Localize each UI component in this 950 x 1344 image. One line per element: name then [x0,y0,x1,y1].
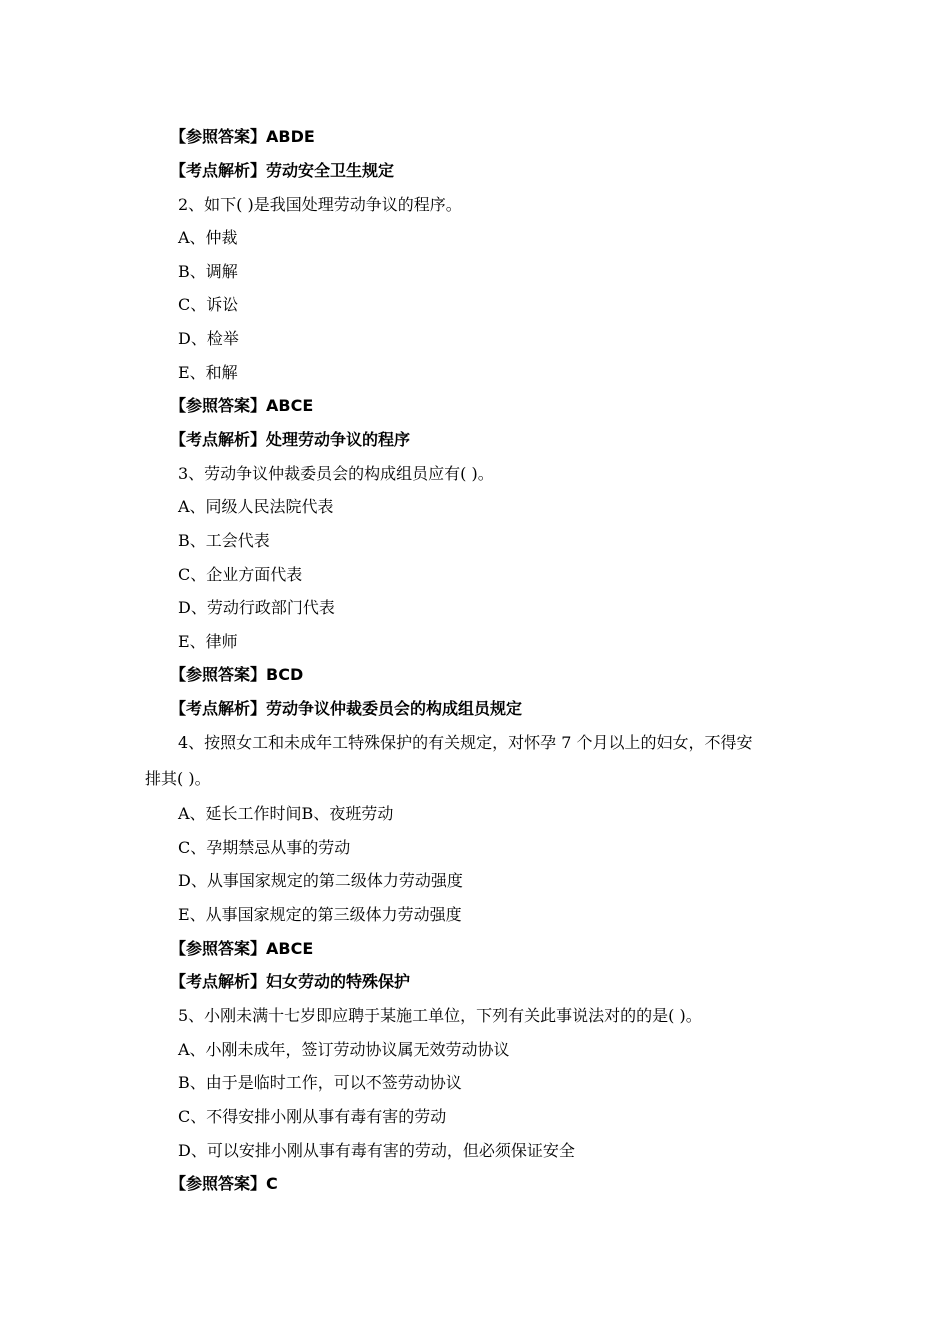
analysis-line: 【考点解析】妇女劳动的特殊保护 [170,972,411,991]
question-4-continued: 排其( )。 [145,769,211,788]
option-line: A、同级人民法院代表 [178,497,334,516]
answer-line: 【参照答案】BCD [170,665,304,684]
option-line: B、调解 [178,262,238,281]
option-line: C、诉讼 [178,295,239,314]
answer-line: 【参照答案】ABDE [170,127,315,146]
question-5: 5、小刚未满十七岁即应聘于某施工单位，下列有关此事说法对的的是( )。 [178,1006,702,1025]
option-line: D、劳动行政部门代表 [178,598,335,617]
option-line: D、从事国家规定的第二级体力劳动强度 [178,871,463,890]
question-4: 4、按照女工和未成年工特殊保护的有关规定，对怀孕 7 个月以上的妇女，不得安 [178,733,753,752]
option-line: A、延长工作时间B、夜班劳动 [178,804,394,823]
question-3: 3、劳动争议仲裁委员会的构成组员应有( )。 [178,464,494,483]
answer-line: 【参照答案】C [170,1174,278,1193]
option-line: B、由于是临时工作，可以不签劳动协议 [178,1073,462,1092]
option-line: B、工会代表 [178,531,270,550]
option-line: C、孕期禁忌从事的劳动 [178,838,351,857]
option-line: D、可以安排小刚从事有毒有害的劳动，但必须保证安全 [178,1141,575,1160]
option-line: C、不得安排小刚从事有毒有害的劳动 [178,1107,447,1126]
analysis-line: 【考点解析】劳动安全卫生规定 [170,161,395,180]
option-line: A、小刚未成年，签订劳动协议属无效劳动协议 [178,1040,510,1059]
answer-line: 【参照答案】ABCE [170,396,314,415]
option-line: C、企业方面代表 [178,565,303,584]
question-2: 2、如下( )是我国处理劳动争议的程序。 [178,195,462,214]
option-line: A、仲裁 [178,228,238,247]
option-line: D、检举 [178,329,239,348]
answer-line: 【参照答案】ABCE [170,939,314,958]
option-line: E、和解 [178,363,238,382]
analysis-line: 【考点解析】处理劳动争议的程序 [170,430,411,449]
analysis-line: 【考点解析】劳动争议仲裁委员会的构成组员规定 [170,699,523,718]
option-line: E、从事国家规定的第三级体力劳动强度 [178,905,462,924]
option-line: E、律师 [178,632,238,651]
